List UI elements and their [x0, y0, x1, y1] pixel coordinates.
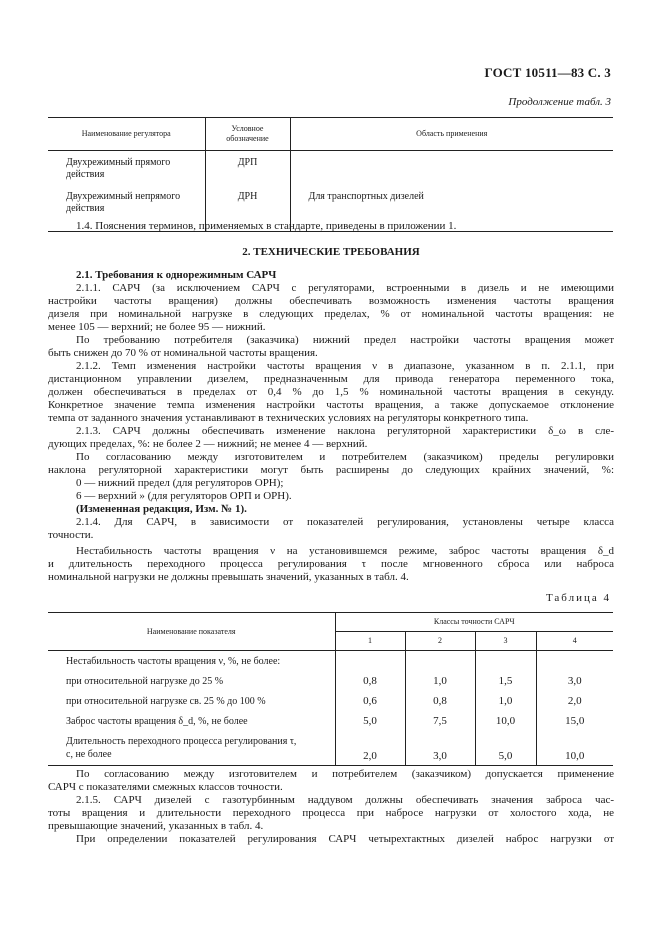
table-row: [48, 151, 613, 188]
text-line: 0 — нижний предел (для регуляторов ОРН);: [76, 477, 284, 489]
table-row: [48, 691, 613, 711]
table4-cell: 1,0: [405, 671, 475, 691]
text-line: превышающие значений, указанных в табл. 4.: [48, 820, 264, 832]
text-line: По требованию потребителя (заказчика) нижний предел настройки частоты вращения может: [76, 334, 614, 346]
table4-cell: 3,0: [405, 731, 475, 766]
table3-cell: Для транспортных дизелей: [290, 187, 613, 232]
table4-class-header: 4: [536, 632, 613, 651]
text-line: При определении показателей регулирования САРЧ четырехтактных дизелей наброс нагрузки от: [76, 833, 614, 845]
table-4-label: Таблица 4: [545, 592, 611, 604]
table-4: [48, 612, 613, 766]
text-line: 2.1.3. САРЧ должны обеспечивать изменение наклона регуляторной характеристики δ_ω в сле-: [76, 425, 614, 437]
text-line: По согласованию между изготовителем и потребителем (заказчиком) пределы регулировки: [76, 451, 614, 463]
section-title: 2. ТЕХНИЧЕСКИЕ ТРЕБОВАНИЯ: [242, 246, 420, 258]
text-line: По согласованию между изготовителем и потребителем (заказчиком) допускается применение: [76, 768, 614, 780]
table4-cell: 5,0: [335, 711, 405, 731]
table4-cell: Нестабильность частоты вращения ν, %, не более:: [66, 655, 281, 667]
text-line: 2.1.2. Темп изменения настройки частоты вращения ν в диапазоне, указанном в п. 2.1.1, при: [76, 360, 614, 372]
paragraph-1-4: 1.4. Пояснения терминов, применяемых в стандарте, приведены в приложении 1.: [76, 220, 457, 232]
table3-col-name: Наименование регулятора: [48, 118, 205, 151]
text-line: САРЧ с показателями смежных классов точности.: [48, 781, 283, 793]
table4-cell: 10,0: [536, 731, 613, 766]
table3-cell: Двухрежимный непрямого действия: [66, 191, 181, 214]
text-line: 2.1.5. САРЧ дизелей с газотурбинным наддувом должны обеспечивать значения заброса час-: [76, 794, 614, 806]
table4-cell: 1,0: [475, 691, 536, 711]
table-row: [48, 731, 613, 766]
table4-cell: при относительной нагрузке св. 25 % до 100 %: [66, 695, 266, 707]
amendment-note: (Измененная редакция, Изм. № 1).: [76, 503, 247, 515]
text-line: номинальной нагрузки не должны превышать значений, указанных в табл. 4.: [48, 571, 409, 583]
table4-cell: Заброс частоты вращения δ_d, %, не более: [66, 715, 248, 727]
table3-cell: ДРП: [205, 151, 290, 188]
table-row: [48, 651, 613, 672]
text-line: дующих пределах, %: не более 2 — нижний; не менее 4 — верхний.: [48, 438, 368, 450]
table-3: [48, 117, 613, 232]
table-row: [48, 671, 613, 691]
text-line: менее 105 — верхний; не более 95 — нижний.: [48, 321, 266, 333]
table4-class-header: 1: [335, 632, 405, 651]
text-line: дизеля при номинальной нагрузке в следующих пределах, % от номинальной частоты вращения: не: [48, 308, 614, 320]
text-line: 2.1.1. САРЧ (за исключением САРЧ с регуляторами, встроенными в дизель и не имеющими: [76, 282, 614, 294]
text-line: 6 — верхний » (для регуляторов ОРП и ОРН).: [76, 490, 292, 502]
table-row: [48, 711, 613, 731]
table4-class-header: 3: [475, 632, 536, 651]
text-line: должен обеспечиваться в пределах от 0,4 % до 1,5 % номинальной частоты вращения в секунду.: [48, 386, 614, 398]
text-line: точности.: [48, 529, 94, 541]
text-line: быть снижен до 70 % от номинальной частоты вращения.: [48, 347, 318, 359]
table-continuation-label: Продолжение табл. 3: [508, 96, 611, 108]
table3-col-code: Условное обозначение: [205, 118, 290, 151]
text-line: дистанционном управлении дизелем, предназначенным для привода генератора переменного тока,: [48, 373, 614, 385]
table3-cell: ДРН: [205, 187, 290, 232]
table4-cell: 2,0: [335, 731, 405, 766]
table3-cell: Двухрежимный прямого действия: [66, 157, 171, 180]
text-line: 2.1.4. Для САРЧ, в зависимости от показателей регулирования, установлены четыре класса: [76, 516, 614, 528]
table4-cell: 0,8: [405, 691, 475, 711]
table3-col-area: Область применения: [290, 118, 613, 151]
table4-cell: 0,8: [335, 671, 405, 691]
table4-cell: при относительной нагрузке до 25 %: [66, 675, 224, 687]
table4-cell: 15,0: [536, 711, 613, 731]
table4-cell: 10,0: [475, 711, 536, 731]
table4-cell: Длительность переходного процесса регулирования τ, с, не более: [66, 736, 297, 760]
table4-cell: 5,0: [475, 731, 536, 766]
table4-cell: 0,6: [335, 691, 405, 711]
table4-cell: 7,5: [405, 711, 475, 731]
table4-col-classes: Классы точности САРЧ: [335, 613, 613, 632]
table4-cell: 3,0: [536, 671, 613, 691]
text-line: настройки частоты вращения) должны обеспечивать возможность изменения частоты вращения: [48, 295, 614, 307]
table4-cell: 1,5: [475, 671, 536, 691]
table4-cell: 2,0: [536, 691, 613, 711]
table4-class-header: 2: [405, 632, 475, 651]
table4-col-indicator: Наименование показателя: [48, 613, 335, 651]
text-line: и длительность переходного процесса регулирования τ после мгновенного сброса или наброса: [48, 558, 614, 570]
subsection-title: 2.1. Требования к однорежимным САРЧ: [76, 269, 277, 281]
text-line: темпа от заданного значения устанавливают в технических условиях на регуляторы конкретного типа.: [48, 412, 529, 424]
text-line: тоты вращения и длительности переходного процесса при набросе нагрузки от холостого хода, не: [48, 807, 614, 819]
text-line: Нестабильность частоты вращения ν на установившемся режиме, заброс частоты вращения δ_d: [76, 545, 614, 557]
page-header: ГОСТ 10511—83 С. 3: [484, 65, 611, 80]
text-line: наклона регуляторной характеристики могут быть расширены до следующих крайних значений, %:: [48, 464, 614, 476]
text-line: Конкретное значение темпа изменения настройки частоты вращения, а также допускаемое отклонение: [48, 399, 614, 411]
table3-cell: [290, 151, 613, 188]
